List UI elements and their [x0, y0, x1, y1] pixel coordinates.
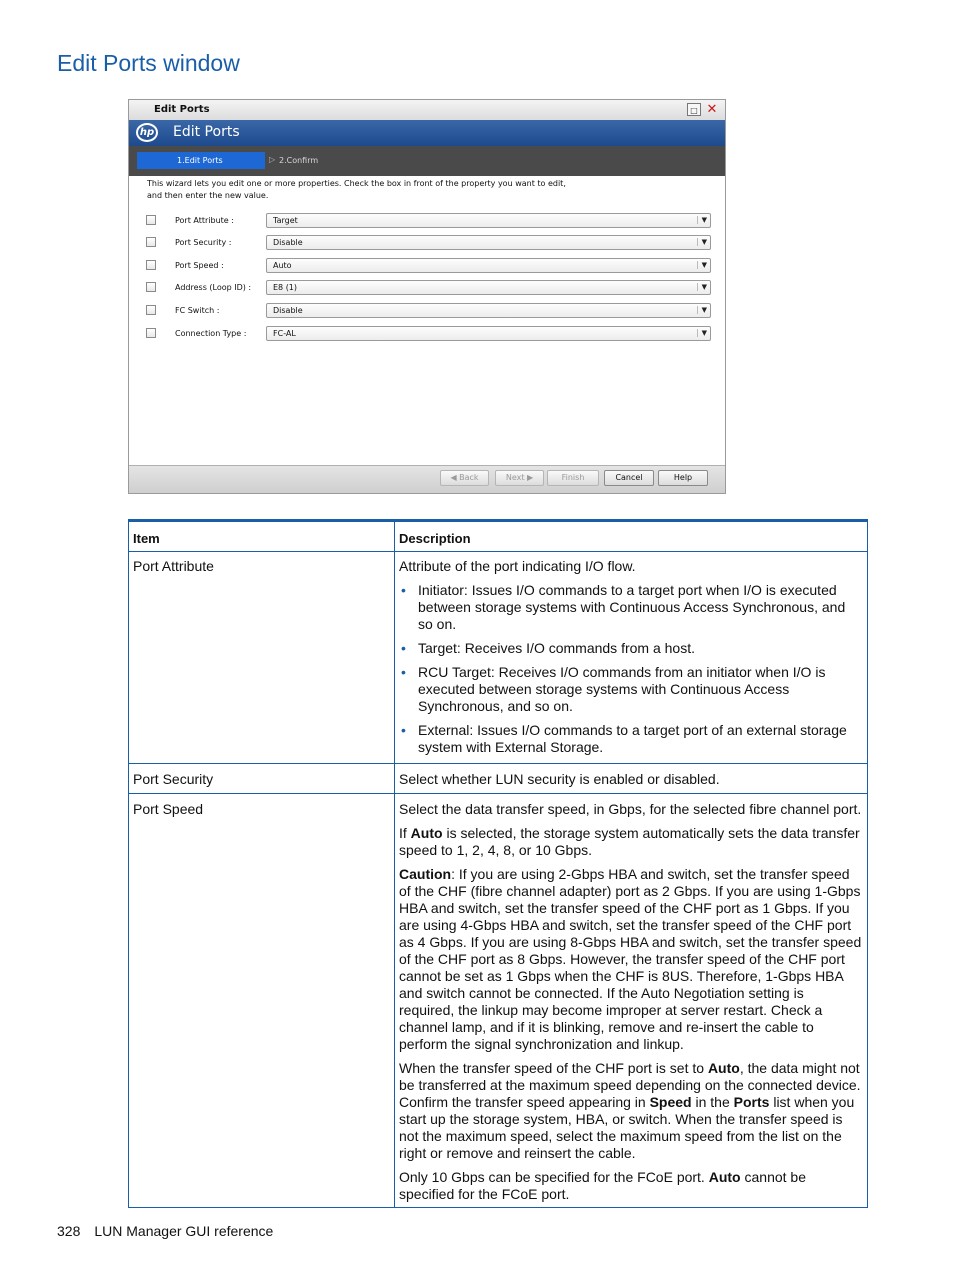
list-item: • Initiator: Issues I/O commands to a target port when I/O is executed between storage systems with Continuous Access Synchronous, and so on.	[399, 582, 862, 633]
wizard-title: Edit Ports	[173, 124, 240, 140]
paragraph	[399, 1169, 862, 1203]
desc-port-security: Select whether LUN security is enabled or disabled.	[399, 771, 720, 787]
wizard-steps	[129, 146, 725, 176]
text: cannot be specified for the FCoE port.	[399, 1169, 806, 1202]
property-row-port-security	[146, 235, 711, 251]
row-divider	[129, 551, 867, 552]
caution-paragraph	[399, 866, 862, 1053]
port-attribute-checkbox[interactable]	[146, 215, 156, 225]
close-icon[interactable]: ✕	[706, 102, 718, 117]
item-port-speed: Port Speed	[133, 801, 204, 817]
property-row-port-attribute	[146, 213, 711, 229]
chevron-down-icon: ▼	[697, 283, 707, 291]
cancel-button[interactable]: Cancel	[604, 470, 654, 486]
chevron-down-icon: ▼	[697, 306, 707, 314]
property-label: Address (Loop ID) :	[175, 283, 252, 292]
text: in the	[691, 1094, 734, 1110]
window-title: Edit Ports	[154, 104, 210, 115]
port-security-checkbox[interactable]	[146, 237, 156, 247]
property-label: Port Attribute :	[175, 216, 234, 225]
text: If	[399, 825, 411, 841]
chevron-down-icon: ▼	[697, 238, 707, 246]
list-item: • External: Issues I/O commands to a target port of an external storage system with External Storage.	[399, 722, 862, 756]
text: , the data might not be transferred at the maximum speed depending on the connected device. Confirm the transfer speed appearing in	[399, 1060, 861, 1110]
desc-port-attribute	[399, 558, 862, 763]
port-speed-checkbox[interactable]	[146, 260, 156, 270]
property-row-port-speed	[146, 258, 711, 274]
header-item: Item	[133, 531, 160, 546]
port-security-select[interactable]	[266, 235, 711, 250]
text: : If you are using 2-Gbps HBA and switch, set the transfer speed of the CHF (fibre channel adapter) port as 2 Gbps. If you are using 1-Gbps HBA and switch, set the transfer speed of the CHF port as 1 Gbps. If you are using 4-Gbps HBA and switch, set the transfer speed of the CHF port as 4 Gbps. If you are using 8-Gbps HBA and switch, set the transfer speed of the CHF port as 8 Gbps. However, the transfer speed of the CHF port cannot be set as 1 Gbps when the CHF is 8US. Therefore, 1-Gbps HBA and switch cannot be connected. If the Auto Negotiation setting is required, the linkup may become improper at server restart. Check a channel lamp, and if it is blinking, remove and re-insert the cable to perform the signal synchronization and linkup.	[399, 866, 862, 1052]
description-table	[128, 519, 868, 1208]
list-item: • Target: Receives I/O commands from a host.	[399, 640, 862, 657]
restore-icon[interactable]: □	[687, 103, 701, 116]
connection-type-select[interactable]	[266, 326, 711, 341]
window-titlebar	[129, 100, 725, 121]
list-item: • RCU Target: Receives I/O commands from an initiator when I/O is executed between storage systems with Continuous Access Synchronous, and so on.	[399, 664, 862, 715]
bold-term: Auto	[708, 1169, 741, 1185]
fc-switch-checkbox[interactable]	[146, 305, 156, 315]
step-confirm: 2.Confirm	[279, 156, 319, 165]
select-value: FC-AL	[273, 329, 296, 338]
item-port-security: Port Security	[133, 771, 214, 787]
desc-port-speed	[399, 801, 862, 1210]
page-footer	[57, 1223, 273, 1239]
property-label: Connection Type :	[175, 329, 247, 338]
bold-term: Ports	[733, 1094, 770, 1110]
address-select[interactable]	[266, 280, 711, 295]
address-checkbox[interactable]	[146, 282, 156, 292]
wizard-banner	[129, 120, 725, 146]
item-port-attribute: Port Attribute	[133, 558, 214, 574]
edit-ports-window	[128, 99, 726, 494]
property-label: Port Security :	[175, 238, 232, 247]
caution-label: Caution	[399, 866, 452, 882]
paragraph	[399, 825, 862, 859]
port-speed-select[interactable]	[266, 258, 711, 273]
property-row-address	[146, 280, 711, 296]
connection-type-checkbox[interactable]	[146, 328, 156, 338]
paragraph: Select the data transfer speed, in Gbps, for the selected fibre channel port.	[399, 801, 862, 817]
text: Only 10 Gbps can be specified for the FCoE port.	[399, 1169, 709, 1185]
fc-switch-select[interactable]	[266, 303, 711, 318]
select-value: Disable	[273, 238, 303, 247]
text: list when you start up the storage system, HBA, or switch. When the transfer speed is not the maximum speed, select the maximum speed from the list on the right or remove and reinsert the cable.	[399, 1094, 855, 1161]
chevron-down-icon: ▼	[697, 329, 707, 337]
select-value: Disable	[273, 306, 303, 315]
step-edit-ports: 1.Edit Ports	[137, 152, 265, 169]
page-number: 328	[57, 1223, 81, 1239]
property-row-fc-switch	[146, 303, 711, 319]
hp-logo: hp	[136, 123, 158, 142]
text: is selected, the storage system automatically sets the data transfer speed to 1, 2, 4, 8, or 10 Gbps.	[399, 825, 860, 858]
instruction-line: This wizard lets you edit one or more properties. Check the box in front of the property you want to edit,	[147, 179, 566, 188]
row-divider	[129, 763, 867, 764]
select-value: Target	[273, 216, 298, 225]
instruction-line: and then enter the new value.	[147, 191, 269, 200]
property-row-connection-type	[146, 326, 711, 342]
help-button[interactable]: Help	[658, 470, 708, 486]
row-divider	[129, 793, 867, 794]
text: When the transfer speed of the CHF port is set to	[399, 1060, 708, 1076]
header-description: Description	[399, 531, 471, 546]
select-value: E8 (1)	[273, 283, 298, 292]
footer-section: LUN Manager GUI reference	[94, 1223, 274, 1239]
bold-term: Auto	[410, 825, 443, 841]
chevron-down-icon: ▼	[697, 261, 707, 269]
attribute-list	[399, 582, 862, 756]
next-button[interactable]: Next ▶	[495, 470, 544, 486]
select-value: Auto	[273, 261, 292, 270]
bold-term: Speed	[649, 1094, 692, 1110]
step-arrow-icon: ▷	[269, 155, 276, 164]
finish-button[interactable]: Finish	[547, 470, 599, 486]
back-button[interactable]: ◀ Back	[440, 470, 489, 486]
paragraph: Attribute of the port indicating I/O flow.	[399, 558, 636, 574]
wizard-instructions	[147, 178, 707, 202]
property-label: FC Switch :	[175, 306, 220, 315]
bold-term: Auto	[707, 1060, 740, 1076]
property-label: Port Speed :	[175, 261, 224, 270]
chevron-down-icon: ▼	[697, 216, 707, 224]
page-title: Edit Ports window	[57, 50, 240, 76]
paragraph	[399, 1060, 862, 1162]
port-attribute-select[interactable]	[266, 213, 711, 228]
column-divider	[394, 522, 395, 1207]
wizard-footer	[129, 465, 725, 493]
